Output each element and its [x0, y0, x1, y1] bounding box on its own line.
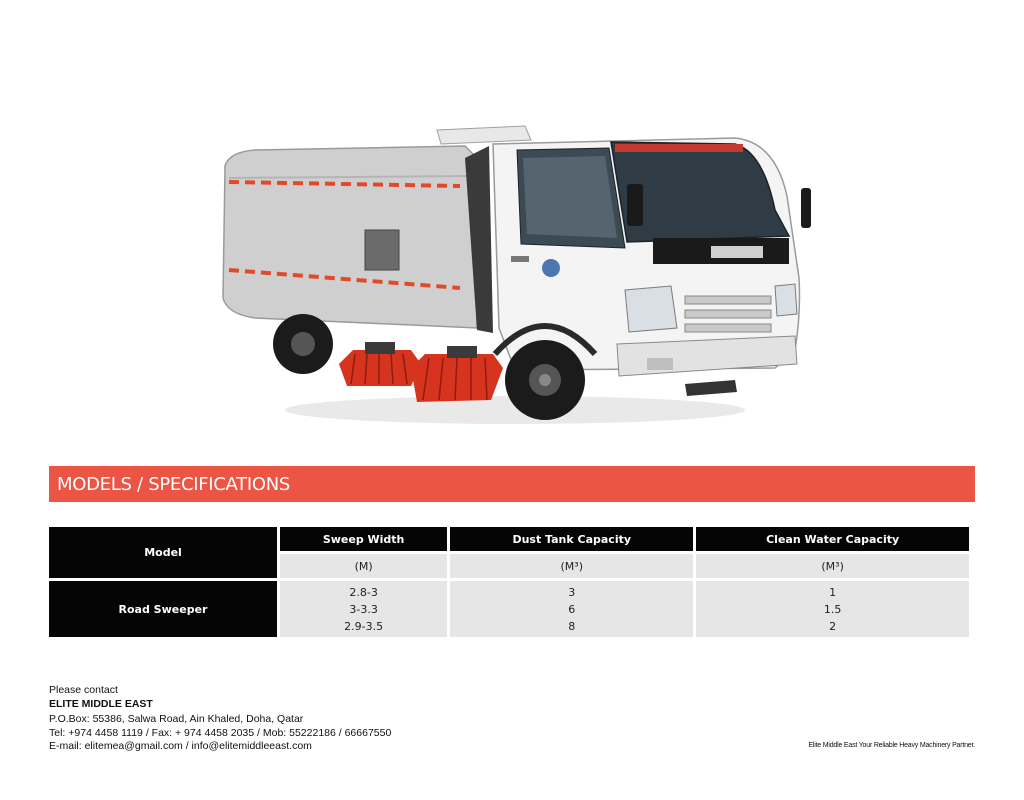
specifications-table: [46, 524, 972, 640]
sweep-width-label: Sweep Width: [322, 532, 405, 546]
section-title: MODELS / SPECIFICATIONS: [57, 473, 291, 495]
dust-tank-values: [450, 581, 693, 637]
sweep-width-values: [280, 581, 447, 637]
dust-tank-label: Dust Tank Capacity: [512, 532, 632, 546]
road-sweeper-truck-image: [215, 118, 815, 438]
model-name: Road Sweeper: [118, 602, 208, 616]
clean-water-value: 2: [829, 619, 837, 633]
section-header-bar: [49, 466, 975, 502]
dust-tank-unit: (M³): [560, 559, 583, 573]
clean-water-value: 1: [829, 585, 837, 599]
clean-water-unit: (M³): [821, 559, 844, 573]
model-name-cell: [49, 581, 277, 637]
model-header-cell: [49, 527, 277, 578]
contact-intro: Please contact: [49, 684, 118, 696]
unit-cell-clean-water: [696, 554, 969, 578]
clean-water-value: 1.5: [823, 602, 842, 616]
dust-tank-value: 6: [568, 602, 576, 616]
sweep-width-value: 2.9-3.5: [344, 619, 384, 633]
sweep-width-value: 2.8-3: [349, 585, 378, 599]
contact-address: P.O.Box: 55386, Salwa Road, Ain Khaled, Doha, Qatar: [49, 713, 304, 725]
column-header-clean-water: [696, 527, 969, 551]
sweep-width-unit: (M): [354, 559, 373, 573]
table-row: [49, 581, 969, 637]
sweep-width-value: 3-3.3: [349, 602, 378, 616]
unit-cell-dust-tank: [450, 554, 693, 578]
dust-tank-value: 8: [568, 619, 576, 633]
company-name: ELITE MIDDLE EAST: [49, 697, 153, 710]
column-header-sweep-width: [280, 527, 447, 551]
contact-phones: Tel: +974 4458 1119 / Fax: + 974 4458 2035 / Mob: 55222186 / 66667550: [49, 726, 392, 739]
clean-water-label: Clean Water Capacity: [766, 532, 900, 546]
dust-tank-value: 3: [568, 585, 576, 599]
column-header-dust-tank: [450, 527, 693, 551]
unit-cell-sweep-width: [280, 554, 447, 578]
model-header-label: Model: [144, 546, 182, 559]
contact-block: [49, 684, 391, 754]
clean-water-values: [696, 581, 969, 637]
contact-email: E-mail: elitemea@gmail.com / info@elitemiddleeast.com: [49, 740, 312, 752]
company-tagline: Elite Middle East Your Reliable Heavy Machinery Partner.: [808, 742, 975, 749]
